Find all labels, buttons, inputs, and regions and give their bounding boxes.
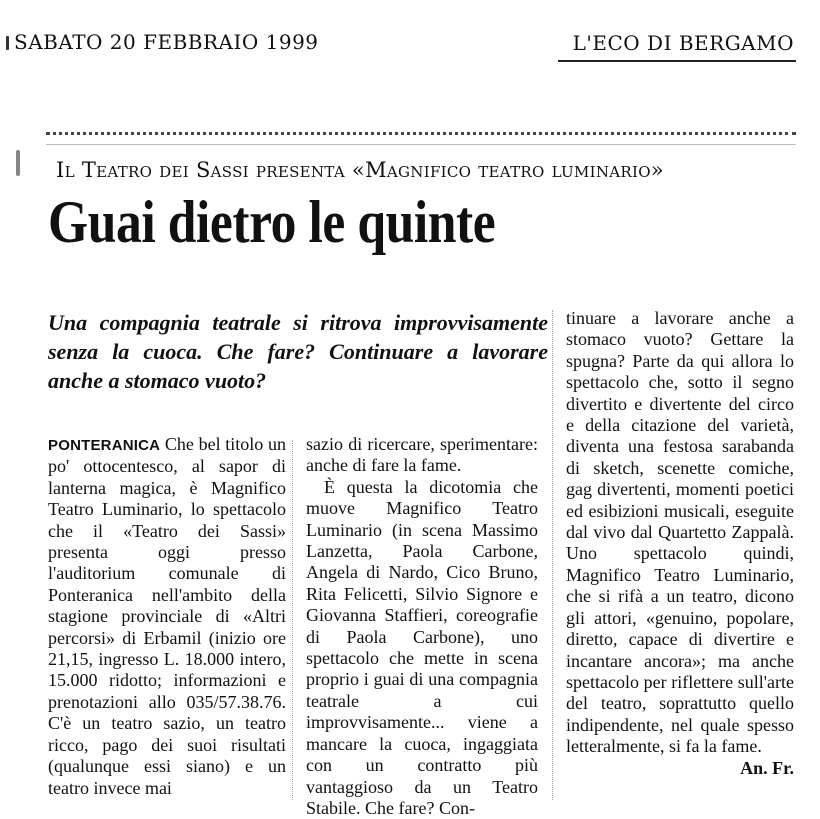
column-3-text: tinuare a lavorare anche a stomaco vuoto? Gettare la spugna? Parte da qui allora lo spettacolo che, sotto il segno divertito e divertente del circo e della citazione del varietà, diventa una festosa sarabanda di sketch, scenette comiche, gag divertenti, momenti poetici ed esibizioni musicali, eseguite dal vivo dal Quartetto Zappalà. Uno spettacolo quindi, Magnifico Teatro Luminario, che si rifà a un teatro, dicono gli attori, «genuino, popolare, diretto, capace di divertire e incantare ancora»; ma anche spettacolo per riflettere sull'arte del teatro, soprattutto quello indipendente, nel quale spesso letteralmente, si fa la fame. xyxy=(566,308,794,757)
section-divider xyxy=(46,132,796,135)
article-deck: Una compagnia teatrale si ritrova improvvisamente senza la cuoca. Che fare? Continuare a lavorare anche a stomaco vuoto? xyxy=(48,310,548,393)
column-2-text-a: sazio di ricercare, sperimentare: anche di fare la fame. xyxy=(306,434,538,476)
issue-date: SABATO 20 FEBBRAIO 1999 xyxy=(14,30,319,54)
article-column-1 xyxy=(48,434,286,806)
article-column-2 xyxy=(306,434,538,818)
newspaper-name: L'ECO DI BERGAMO xyxy=(572,31,794,55)
scan-speck xyxy=(6,36,9,50)
column-1-text: Che bel titolo un po' ottocentesco, al sapor di lanterna magica, è Magnifico Teatro Luminario, lo spettacolo che il «Teatro dei Sassi» presenta oggi presso l'auditorium comunale di Ponteranica nell'ambito della stagione provinciale di «Altri percorsi» di Erbamil (inizio ore 21,15, ingresso L. 18.000 intero, 15.000 ridotto; informazioni e prenotazioni allo 035/57.38.76. C'è un teatro sazio, un teatro ricco, pago dei suoi risultati (qualunque essi siano) e un teatro invece mai xyxy=(48,434,286,798)
article-dateline: PONTERANICA xyxy=(48,437,161,454)
scan-speck xyxy=(16,150,20,176)
kicker-rule xyxy=(46,144,796,145)
article-column-3 xyxy=(566,308,794,806)
header-rule xyxy=(558,60,796,62)
column-2-text-b: È questa la dicotomia che muove Magnifico Teatro Luminario (in scena Massimo Lanzetta, Paola Carbone, Angela di Nardo, Cico Bruno, Rita Felicetti, Silvio Signore e Giovanna Staffieri, coreografie di Paola Carbone), uno spettacolo che mette in scena proprio i guai di una compagnia teatrale a cui improvvisamente... viene a mancare la cuoca, ingaggiata con un contratto più vantaggioso da un Teatro Stabile. Che fare? Con- xyxy=(306,476,538,818)
article-headline: Guai dietro le quinte xyxy=(48,189,496,255)
article-kicker: Il Teatro dei Sassi presenta «Magnifico teatro luminario» xyxy=(56,158,664,182)
column-divider xyxy=(552,310,553,800)
column-divider xyxy=(292,440,293,800)
author-signature: An. Fr. xyxy=(740,757,794,778)
